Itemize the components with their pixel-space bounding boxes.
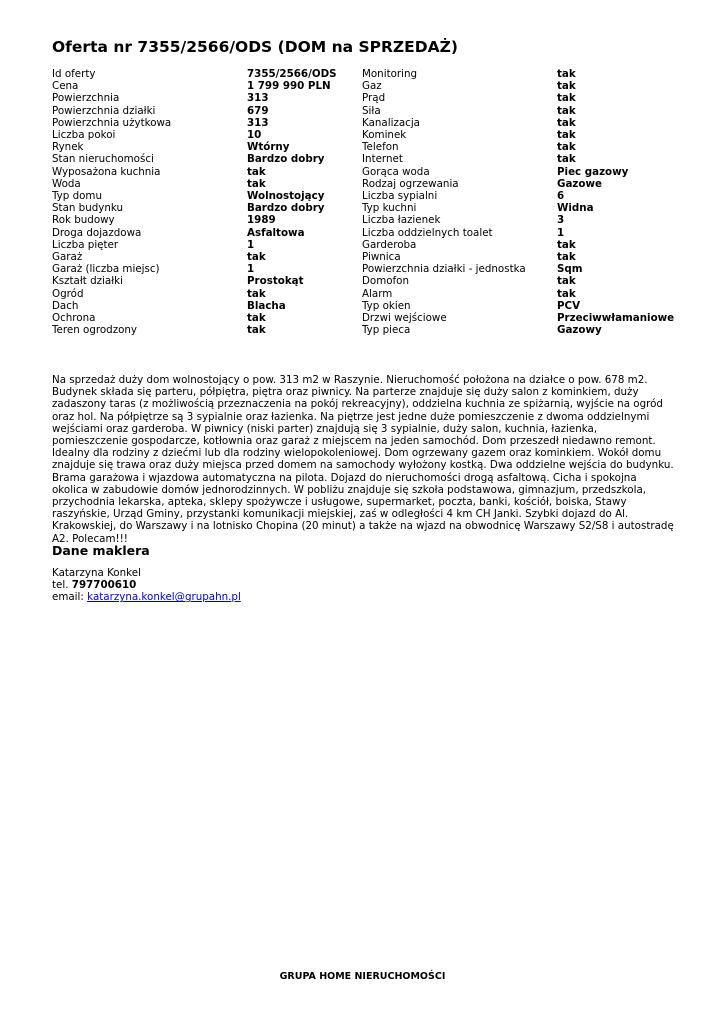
spec-value: tak [557, 153, 576, 166]
spec-row [52, 263, 682, 275]
spec-value: Piec gazowy [557, 165, 629, 178]
spec-value: tak [247, 177, 266, 190]
spec-row [52, 324, 682, 336]
spec-row [52, 92, 682, 104]
spec-value: Asfaltowa [247, 226, 305, 239]
property-description: Na sprzedaż duży dom wolnostojący o pow. 313 m2 w Raszynie. Nieruchomość położona na działce o pow. 678 m2. Budynek składa się parteru, półpiętra, piętra oraz piwnicy. Na parterze znajduje się duży salon z kominkiem, duży zadaszony taras (z możliwością przeznaczenia na pokój rekreacyjny), oddzielna kuchnia ze spiżarnią, wyjście na ogród oraz hol. Na półpiętrze są 3 sypialnie oraz łazienka. Na piętrze jest jedne duże pomieszczenie z dwoma oddzielnymi wejściami oraz garderoba. W piwnicy (niski parter) znajdują się 3 sypialnie, duży salon, kuchnia, łazienka, pomieszczenie gospodarcze, kotłownia oraz garaż z miejscem na jeden samochód. Dom przeszedł niedawno remont. Idealny dla rodziny z dziećmi lub dla rodziny wielopokoleniowej. Dom ogrzewany gazem oraz kominkiem. Wokół domu znajduje się trawa oraz duży miejsca przed domem na samochody wyłożony kostką. Dwa oddzielne wejścia do budynku. Brama garażowa i wjazdowa automatyczna na pilota. Dojazd do nieruchomości drogą asfaltową. Cicha i spokojna okolica w zabudowie domów jednorodzinnych. W pobliżu znajduje się szkoła podstawowa, gimnazjum, przedszkola, przychodnia lekarska, apteka, sklepy spożywcze i usługowe, supermarket, poczta, banki, kościół, boiska, Stawy raszyńskie, Urząd Gminy, przystanki komunikacji miejskiej, zaś w odległości 4 km CH Janki. Szybki dojazd do Al. Krakowskiej, do Warszawy i na lotnisko Chopina (20 minut) a także na wjazd na obwodnicę Warszawy S2/S8 i autostradę A2. Polecam!!! [52, 374, 674, 545]
spec-value: 3 [557, 214, 565, 227]
spec-value: tak [247, 324, 266, 337]
spec-label: Droga dojazdowa [52, 226, 142, 239]
spec-label: Typ domu [52, 190, 102, 203]
spec-label: Internet [362, 153, 403, 166]
spec-value: PCV [557, 299, 581, 312]
spec-value: tak [557, 129, 576, 142]
spec-value: tak [557, 92, 576, 105]
spec-value: tak [557, 251, 576, 264]
spec-value: 1 799 990 PLN [247, 80, 331, 93]
spec-label: Cena [52, 80, 79, 93]
spec-value: 10 [247, 129, 262, 142]
agent-phone: 797700610 [71, 579, 137, 592]
spec-row [52, 141, 682, 153]
spec-label: Gaz [362, 80, 382, 93]
spec-label: Kształt działki [52, 275, 123, 288]
spec-label: Liczba sypialni [362, 190, 438, 203]
spec-value: tak [557, 104, 576, 117]
spec-row [52, 166, 682, 178]
spec-value: 7355/2566/ODS [247, 68, 337, 80]
spec-value: tak [247, 312, 266, 325]
spec-value: Wtórny [247, 141, 290, 154]
spec-label: Powierzchnia [52, 92, 120, 105]
spec-value: tak [557, 287, 576, 300]
spec-label: Typ kuchni [362, 202, 417, 215]
footer-company: GRUPA HOME NIERUCHOMOŚCI [279, 971, 446, 982]
spec-row [52, 227, 682, 239]
spec-value: 1 [247, 238, 255, 251]
spec-label: Id oferty [52, 68, 96, 80]
spec-label: Garderoba [362, 238, 417, 251]
spec-value: Bardzo dobry [247, 202, 325, 215]
agent-contact [52, 567, 241, 604]
spec-value: tak [557, 141, 576, 154]
spec-row [52, 239, 682, 251]
spec-value: tak [557, 80, 576, 93]
spec-label: Typ pieca [362, 324, 411, 337]
spec-value: Widna [557, 202, 594, 215]
spec-value: Blacha [247, 299, 286, 312]
spec-value: 313 [247, 92, 269, 105]
spec-label: Garaż [52, 251, 83, 264]
spec-value: Bardzo dobry [247, 153, 325, 166]
spec-label: Dach [52, 299, 79, 312]
spec-label: Liczba pokoi [52, 129, 116, 142]
agent-email-link[interactable]: katarzyna.konkel@grupahn.pl [87, 591, 241, 604]
spec-row [52, 275, 682, 287]
spec-label: Teren ogrodzony [52, 324, 138, 337]
spec-label: Powierzchnia działki [52, 104, 156, 117]
spec-value: Sqm [557, 263, 583, 276]
agent-heading: Dane maklera [52, 543, 150, 558]
spec-row [52, 312, 682, 324]
spec-label: Monitoring [362, 68, 418, 80]
spec-label: Telefon [362, 141, 399, 154]
spec-row [52, 117, 682, 129]
spec-row [52, 190, 682, 202]
agent-phone-label: tel. [52, 579, 69, 592]
spec-label: Ogród [52, 287, 84, 300]
spec-value: Prostokąt [247, 275, 304, 288]
spec-label: Rynek [52, 141, 84, 154]
spec-value: 313 [247, 116, 269, 129]
spec-label: Rok budowy [52, 214, 115, 227]
spec-value: 1989 [247, 214, 276, 227]
spec-label: Drzwi wejściowe [362, 312, 447, 325]
spec-value: 679 [247, 104, 269, 117]
spec-row [52, 105, 682, 117]
spec-row [52, 300, 682, 312]
spec-label: Liczba pięter [52, 238, 119, 251]
spec-label: Piwnica [362, 251, 401, 264]
spec-value: tak [557, 238, 576, 251]
spec-value: Wolnostojący [247, 190, 325, 203]
spec-row [52, 251, 682, 263]
agent-email-line [52, 591, 241, 603]
spec-value: Przeciwwłamaniowe [557, 312, 675, 325]
spec-row [52, 214, 682, 226]
spec-value: 1 [557, 226, 565, 239]
spec-row [52, 80, 682, 92]
spec-label: Stan budynku [52, 202, 124, 215]
spec-label: Prąd [362, 92, 386, 105]
spec-label: Siła [362, 104, 381, 117]
spec-value: 6 [557, 190, 565, 203]
spec-row [52, 68, 682, 80]
spec-value: 1 [247, 263, 255, 276]
spec-label: Rodzaj ogrzewania [362, 177, 459, 190]
spec-value: tak [557, 116, 576, 129]
spec-label: Woda [52, 177, 81, 190]
spec-label: Gorąca woda [362, 165, 430, 178]
spec-label: Ochrona [52, 312, 96, 325]
spec-row [52, 288, 682, 300]
spec-value: Gazowe [557, 177, 602, 190]
spec-row [52, 129, 682, 141]
spec-value: tak [247, 251, 266, 264]
spec-label: Domofon [362, 275, 410, 288]
spec-value: Gazowy [557, 324, 602, 337]
specs-table [52, 68, 682, 336]
spec-label: Stan nieruchomości [52, 153, 154, 166]
agent-phone-line [52, 579, 241, 591]
spec-label: Wyposażona kuchnia [52, 165, 161, 178]
spec-label: Typ okien [362, 299, 411, 312]
spec-row [52, 178, 682, 190]
specs-body [52, 68, 682, 336]
spec-value: tak [557, 68, 576, 80]
spec-label: Garaż (liczba miejsc) [52, 263, 160, 276]
spec-label: Liczba łazienek [362, 214, 441, 227]
spec-label: Alarm [362, 287, 393, 300]
spec-label: Powierzchnia użytkowa [52, 116, 172, 129]
spec-label: Liczba oddzielnych toalet [362, 226, 493, 239]
spec-row [52, 202, 682, 214]
spec-label: Kominek [362, 129, 407, 142]
page-title: Oferta nr 7355/2566/ODS (DOM na SPRZEDAŻ) [52, 38, 458, 56]
spec-label: Kanalizacja [362, 116, 420, 129]
spec-value: tak [247, 165, 266, 178]
spec-row [52, 153, 682, 165]
spec-label: Powierzchnia działki - jednostka [362, 263, 526, 276]
agent-email-label: email: [52, 591, 84, 604]
spec-value: tak [247, 287, 266, 300]
agent-name: Katarzyna Konkel [52, 567, 141, 579]
spec-value: tak [557, 275, 576, 288]
